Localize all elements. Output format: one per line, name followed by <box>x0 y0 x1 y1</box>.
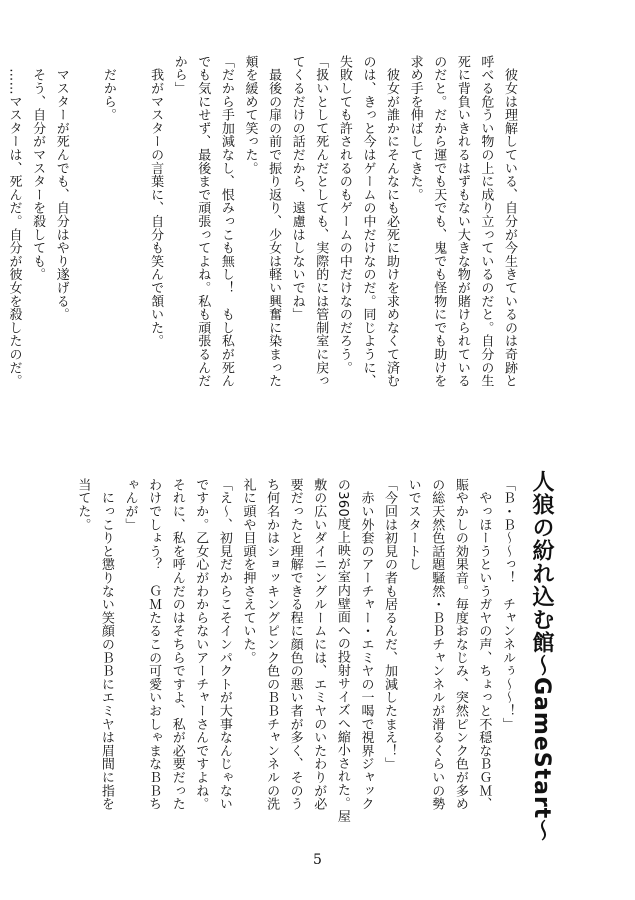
text-line: てくるだけの話だから、遠慮はしないでね」 <box>289 55 305 321</box>
text-line: 「今回は初見の者も居るんだ、加減したまえ！」 <box>382 478 398 771</box>
text-line: 死に背負いきれるはずもない大きな物が賭けられている <box>454 55 470 388</box>
text-line: 彼女が誰かにそんなにも必死に助けを求めなくて済む <box>384 55 400 388</box>
text-line: 賑やかしの効果音。毎度おなじみ、突然ピンク色が多め <box>452 478 468 811</box>
text-line: 要だったと理解できる程に顔色の悪い者が多く、そのう <box>287 478 303 811</box>
text-line: いでスタートし <box>405 478 421 572</box>
text-line: にっこりと懲りない笑顔のＢＢにエミヤは眉間に指を <box>98 478 114 811</box>
text-line: から」 <box>171 55 187 95</box>
text-line <box>120 55 144 425</box>
text-line: 礼に頭や目頭を押さえていた。 <box>240 478 256 665</box>
text-line: 失敗しても許されるのもゲームの中だけなのだろう。 <box>336 55 352 375</box>
text-line: ゃんが」 <box>122 478 138 532</box>
lower-text-block <box>71 478 519 823</box>
text-line: 頬を緩めて笑った。 <box>242 55 258 175</box>
page-number: 5 <box>313 852 322 868</box>
text-line: ち何名かはショッキングピンク色のＢＢチャンネルの洗 <box>264 478 280 811</box>
text-line: ……マスターは、死んだ。自分が彼女を殺したのだ。 <box>6 55 22 388</box>
text-line: ですか。乙女心がわからないアーチャーさんですよね。 <box>193 478 209 811</box>
text-line: 彼女は理解している、自分が今生きているのは奇跡と <box>502 55 517 388</box>
text-line: わけでしょう？ ＧＭたるこの可愛いおしゃまなＢＢち <box>146 478 162 811</box>
text-line: 「だから手加減なし、恨みっこも無し！ もし私が死ん <box>218 55 234 388</box>
text-line: だから。 <box>100 55 116 122</box>
text-line: 「Ｂ・Ｂ～～っ！ チャンネルぅ～～！」 <box>500 478 515 731</box>
text-line: 我がマスターの言葉に、自分も笑んで頷いた。 <box>148 55 164 348</box>
text-line: それに、私を呼んだのはそちらですよ、私が必要だった <box>169 478 185 811</box>
text-line: マスターが死んでも、自分はやり遂げる。 <box>53 55 69 321</box>
text-line: 呼べる危うい物の上に成り立っているのだと。自分の生 <box>478 55 494 388</box>
text-line: 赤い外套のアーチャー・エミヤの一喝で視界ジャック <box>358 478 374 811</box>
text-line <box>73 55 97 425</box>
text-line: の360度上映が室内壁面への投射サイズへ縮小された。屋 <box>334 478 350 823</box>
text-line: の総天然色話題騒然・ＢＢチャンネルが滑るくらいの勢 <box>429 478 445 811</box>
text-line: のは、きっと今はゲームの中だけなのだ。同じように、 <box>360 55 376 388</box>
text-line: 当てた。 <box>75 478 91 532</box>
text-line: 敷の広いダイニングルームには、エミヤのいたわりが必 <box>311 478 327 811</box>
text-line: でも気にせず、最後まで頑張ってよね。私も頑張るんだ <box>195 55 211 388</box>
text-line: 「え～、初見だからこそインパクトが大事なんじゃない <box>216 478 232 811</box>
text-line: やっほーうというガヤの声、ちょっと不穏なＢＧＭ、 <box>476 478 492 811</box>
text-line: 最後の扉の前で振り返り、少女は軽い興奮に染まった <box>266 55 282 388</box>
text-line: のだと。だから運でも天でも、鬼でも怪物にでも助けを <box>431 55 447 388</box>
upper-text-block <box>2 55 521 425</box>
text-line: 求め手を伸ばしてきた。 <box>407 55 423 202</box>
text-line: そう、自分がマスターを殺しても。 <box>30 55 46 282</box>
text-line: 「扱いとして死んだとしても、実際的には管制室に戻っ <box>313 55 329 388</box>
chapter-title: 人狼の紛れ込む館～GameStart～ <box>529 470 554 843</box>
